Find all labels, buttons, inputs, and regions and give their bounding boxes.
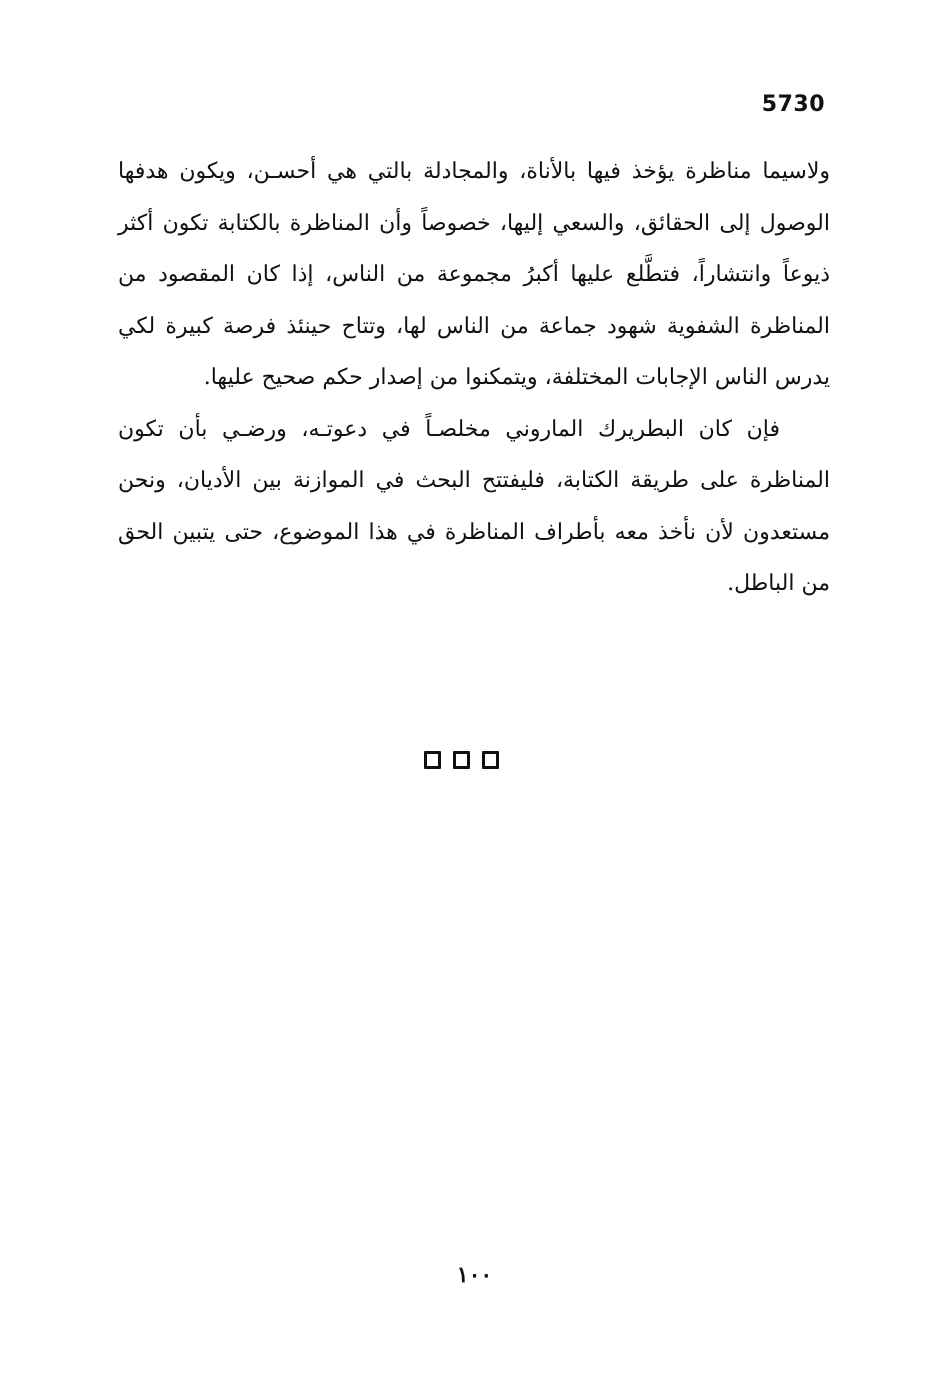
paragraph-2: فإن كان البطريرك الماروني مخلصـاً في دعوتـه، ورضـي بأن تكون المناظرة على طريقة الكتابة، فليفتتح البحث في الموازنة بين الأديان، ونحن مستعدون لأن نأخذ معه بأطراف المناظرة في هذا الموضوع، حتى يتبين الحق من الباطل. <box>118 416 830 596</box>
page-number: ١٠٠ <box>456 1262 493 1288</box>
paragraph-1: ولاسيما مناظرة يؤخذ فيها بالأناة، والمجادلة بالتي هي أحسـن، ويكون هدفها الوصول إلى الحقائق، والسعي إليها، خصوصاً وأن المناظرة بالكتابة تكون أكثر ذيوعاً وانتشاراً، فتطَّلع عليها أكبرُ مجموعة من الناس، إذا كان المقصود من المناظرة الشفوية شهود جماعة من الناس لها، وتتاح حينئذ فرصة كبيرة لكي يدرس الناس الإجابات المختلفة، ويتمكنوا من إصدار حكم صحيح عليها. <box>118 159 830 390</box>
document-id: 5730 <box>761 92 825 117</box>
body-text <box>118 146 830 610</box>
square-ornament-icon <box>424 751 441 769</box>
square-ornament-icon <box>453 751 470 769</box>
section-end-ornament <box>424 751 499 769</box>
square-ornament-icon <box>482 751 499 769</box>
